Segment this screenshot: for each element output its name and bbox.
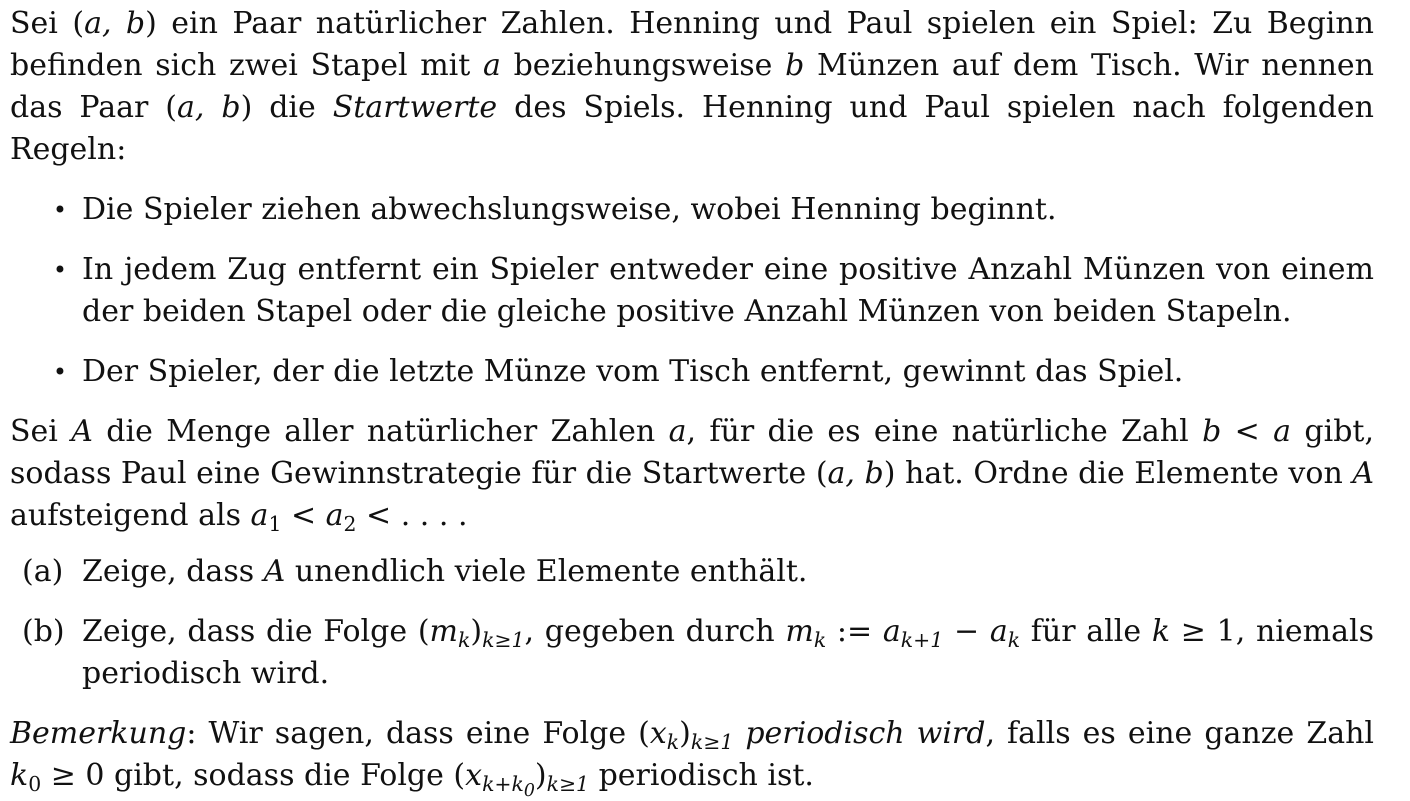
bullet-marker: • <box>52 196 68 224</box>
rules-list <box>10 189 1374 393</box>
tasks-list <box>10 551 1374 695</box>
emphasis-startwerte: Startwerte <box>332 90 498 125</box>
rule-item: • Die Spieler ziehen abwechslungsweise, wobei Henning beginnt. <box>10 189 1374 231</box>
emphasis-periodisch: periodisch wird <box>745 716 986 751</box>
bullet-marker: • <box>52 256 68 284</box>
problem-document <box>10 3 1375 801</box>
remark-label: Bemerkung <box>10 716 187 751</box>
rule-item: • In jedem Zug entfernt ein Spieler entweder eine positive Anzahl Münzen von einem der beiden Stapel oder die gleiche positive Anzahl Münzen von beiden Stapeln. <box>10 249 1374 333</box>
task-item-a: (a) Zeige, dass A unendlich viele Elemente enthält. <box>10 551 1374 593</box>
rule-item: • Der Spieler, der die letzte Münze vom Tisch entfernt, gewinnt das Spiel. <box>10 351 1374 393</box>
bullet-marker: • <box>52 358 68 386</box>
definition-paragraph: Sei A die Menge aller natürlicher Zahlen a, für die es eine natürliche Zahl b < a gibt, sodass Paul eine Gewinnstrategie für die Startwerte (a, b) hat. Ordne die Elemente von A aufsteigend als $a_1 < a_2$ < . . . . <box>10 414 1375 537</box>
task-label: (a) <box>22 554 64 589</box>
remark-paragraph: Bemerkung: Wir sagen, dass eine Folge $(x_k)_{k\ge 1}$ periodisch wird, falls es eine ganze Zahl $k_0 \ge 0$ gibt, sodass die Folge $(x_{k+k_0})_{k\ge 1}$ periodisch ist. <box>10 716 1374 801</box>
task-label: (b) <box>22 614 65 649</box>
intro-paragraph: Sei (a, b) ein Paar natürlicher Zahlen. Henning und Paul spielen ein Spiel: Zu Beginn befinden sich zwei Stapel mit a beziehungsweise b Münzen auf dem Tisch. Wir nennen das Paar (a, b) die Startwerte des Spiels. Henning und Paul spielen nach folgenden Regeln: <box>10 6 1375 167</box>
task-item-b: (b) Zeige, dass die Folge $(m_k)_{k\ge 1}$, gegeben durch $m_k$ := $a_{k+1} - a_k$ für alle k ≥ 1, niemals periodisch wird. <box>10 611 1374 695</box>
